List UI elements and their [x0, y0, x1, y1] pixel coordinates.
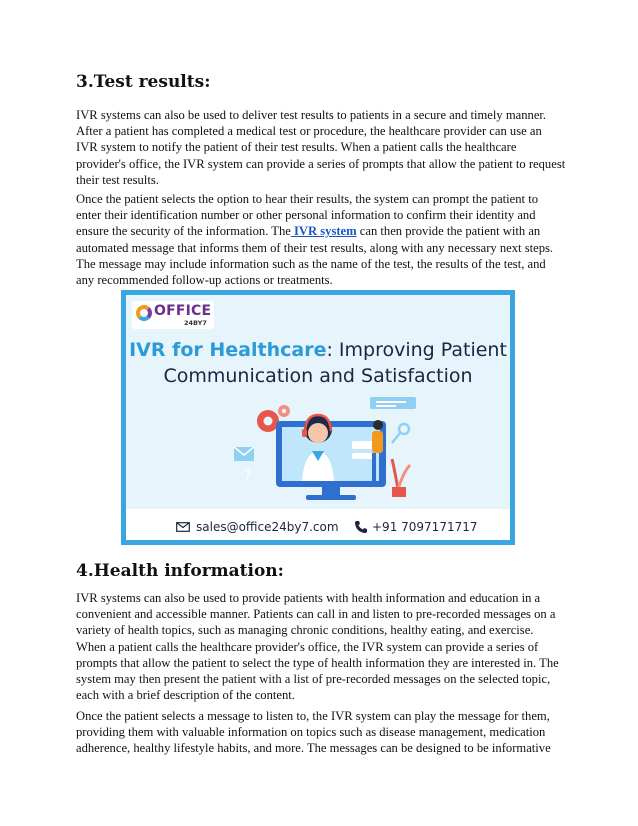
paragraph-text: Once the patient selects the option to hear their results, the system can prompt the patient to enter their identification number or other personal information to confirm their identity and ensure the security of the information. The [76, 192, 538, 239]
phone-icon [354, 520, 368, 534]
paragraph-test-results-1: IVR systems can also be used to deliver test results to patients in a secure and timely manner. After a patient has completed a medical test or procedure, the healthcare provider can use an IVR system to notify the patient of their test results. When a patient calls the healthcare provider's office, the IVR system can provide a series of prompts that allow the patient to request their test results. [76, 108, 566, 187]
banner-title-rest: : Improving Patient [326, 339, 507, 361]
section-heading-test-results: 3.Test results: [76, 72, 211, 92]
banner-contact-bar [126, 509, 510, 545]
paragraph-test-results-2 [76, 191, 566, 288]
contact-email: sales@office24by7.com [196, 520, 339, 534]
chat-bubble-icon [370, 397, 416, 409]
contact-phone: +91 7097171717 [372, 520, 478, 534]
banner-title-line2: Communication and Satisfaction [163, 365, 473, 387]
logo-q-mark-icon [136, 305, 152, 321]
paragraph-health-information-2: Once the patient selects a message to listen to, the IVR system can play the message for them, providing them with valuable information on topics such as disease management, medication adherence, healthy lifestyle habits, and more. The messages can be designed to be informative [76, 709, 551, 756]
logo-subtext: 24BY7 [184, 319, 207, 327]
banner-title [126, 337, 510, 389]
paragraph-text: can then provide the patient with an automated message that informs them of their test results, along with any necessary next steps. The message may include information such as the name of the test, the results of the test, and any recommended follow-up actions or treatments. [76, 224, 554, 288]
office24by7-logo [132, 301, 214, 329]
ivr-healthcare-banner-image [121, 290, 515, 545]
banner-illustration [126, 395, 510, 507]
question-icon: ? [244, 468, 252, 484]
banner-title-accent: IVR for Healthcare [129, 339, 327, 361]
plant-illustration [392, 459, 410, 497]
ivr-system-link[interactable]: IVR system [290, 224, 357, 239]
logo-wordmark: OFFICE [154, 303, 212, 319]
mail-icon [176, 522, 190, 532]
key-icon [392, 424, 409, 443]
paragraph-health-information-1: IVR systems can also be used to provide patients with health information and education in a convenient and accessible manner. Patients can call in and listen to pre-recorded messages on a variety of health topics, such as managing chronic conditions, healthy eating, and exercise. When a patient calls the healthcare provider's office, the IVR system can provide a series of prompts that allow the patient to select the type of health information they are interested in. The system may then present the patient with a list of pre-recorded messages on the selected topic, each with a brief description of the content. [76, 591, 559, 703]
mail-icon [234, 447, 254, 461]
section-heading-health-information: 4.Health information: [76, 561, 284, 581]
